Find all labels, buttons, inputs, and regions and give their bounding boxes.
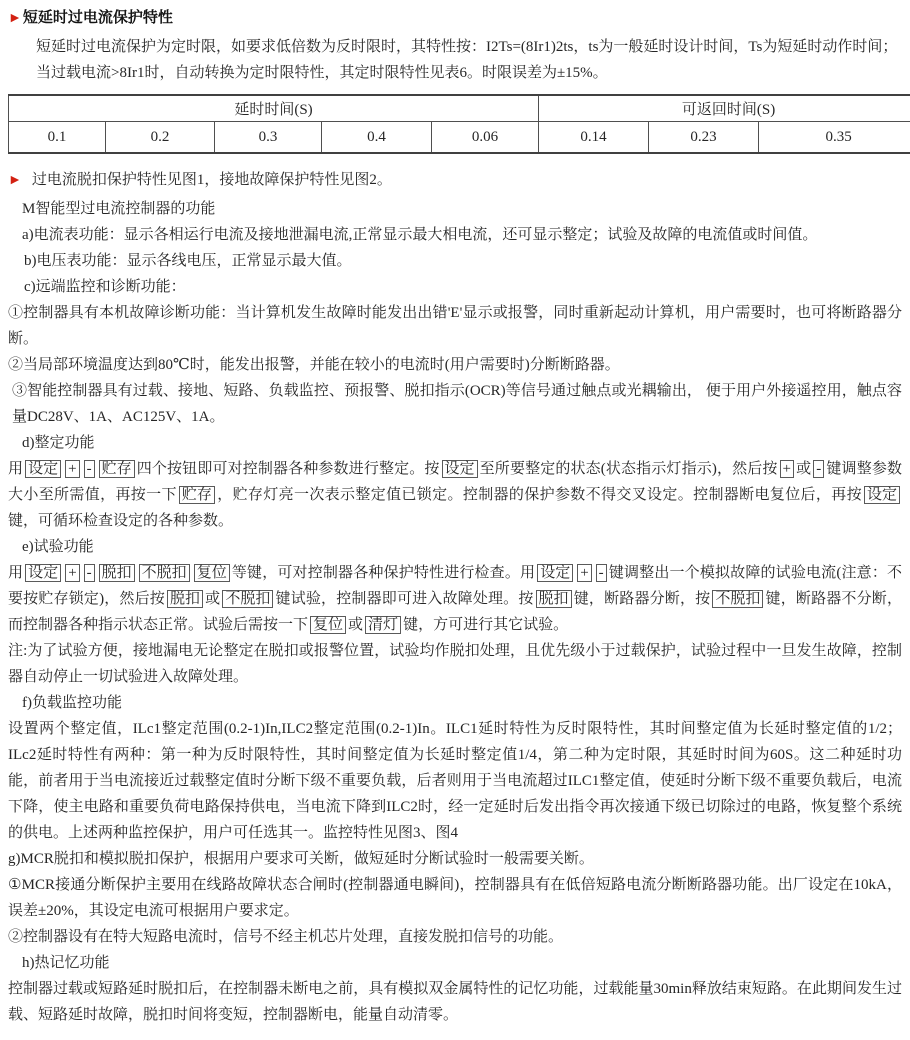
red-arrow-icon: ► <box>8 173 22 188</box>
text-run: 四个按钮即可对控制器各种参数进行整定。按 <box>137 461 440 477</box>
text-run: c)远端监控和诊断功能： <box>24 279 186 295</box>
section1-title: 短延时过电流保护特性 <box>23 10 173 26</box>
text-run: 注:为了试验方便，接地漏电无论整定在脱扣或报警位置，试验均作脱扣处理，且优先级小于过载保护，试验过程中一旦发生故障，控制器自动停止一切试验进入故障处理。 <box>8 643 902 685</box>
text-run: ③智能控制器具有过载、接地、短路、负载监控、预报警、脱扣指示(OCR)等信号通过触点或光耦输出， 便于用户外接遥控用，触点容量DC28V、1A、AC125V、1A。 <box>12 383 902 425</box>
timing-table <box>8 94 910 154</box>
key-cap-label: 设定 <box>25 460 61 478</box>
text-run: 或 <box>348 617 363 633</box>
func-b-voltmeter <box>8 248 902 274</box>
table-value-cell: 0.06 <box>432 122 539 154</box>
key-cap-label: 设定 <box>25 564 61 582</box>
func-h-thermal-memory-title <box>8 950 902 976</box>
text-run: ②控制器设有在特大短路电流时，信号不经主机芯片处理，直接发脱扣信号的功能。 <box>8 929 563 945</box>
text-run: 设置两个整定值，ILc1整定范围(0.2-1)In,ILC2整定范围(0.2-1)In。ILC1延时特性为反时限特性，其时间整定值为长延时整定值的1/2；ILc2延时特性有两种：第一种为反时限特性，其时间整定值为长延时整定值1/4，第二种为定时限，其延时时间为60S。这二种延时功能，前者用于当电流接近过载整定值时分断下级不重要负载，后者则用于当电流超过ILC1整定值，使延时分断下级不重要负载后，电流下降，使主电路和重要负荷电路保持供电，当电流下降到ILC2时，经一定延时后发出指令再次接通下级已切除过的电路，恢复整个系统的供电。上述两种监控保护，用户可任选其一。监控特性见图3、图4 <box>8 721 902 841</box>
text-run: ，贮存灯亮一次表示整定值已锁定。控制器的保护参数不得交叉设定。控制器断电复位后，再按 <box>217 487 862 503</box>
text-run: 或 <box>796 461 811 477</box>
func-e-test-body <box>8 560 902 638</box>
text-run: 至所要整定的状态(状态指示灯指示)，然后按 <box>480 461 778 477</box>
m-controller-functions-line <box>8 196 902 222</box>
key-cap-label: 复位 <box>310 616 346 634</box>
table-value-cell: 0.35 <box>759 122 910 154</box>
text-run: ①MCR接通分断保护主要用在线路故障状态合闸时(控制器通电瞬间)，控制器具有在低倍短路电流分断断路器功能。出厂设定在10kA，误差±20%，其设定电流可根据用户要求定。 <box>8 877 902 919</box>
text-run: b)电压表功能：显示各线电压，正常显示最大值。 <box>24 253 352 269</box>
text-run: h)热记忆功能 <box>22 955 110 971</box>
func-c-remote-monitor <box>8 274 902 300</box>
text-run: 键调整出一个模拟故障的试验电流(注意：不要按贮存锁定)，然后按 <box>8 565 902 607</box>
text-run: d)整定功能 <box>22 435 95 451</box>
red-arrow-icon: ► <box>8 11 22 26</box>
key-cap-label: 脱扣 <box>99 564 135 582</box>
key-cap-label: 复位 <box>194 564 230 582</box>
text-run: ②当局部环境温度达到80℃时，能发出报警，并能在较小的电流时(用户需要时)分断断路器。 <box>8 357 620 373</box>
intro-line: 短延时过电流保护为定时限，如要求低倍数为反时限时，其特性按：I2Ts=(8Ir1)2ts，ts为一般延时设计时间，Ts为短延时动作时间； <box>36 34 902 60</box>
key-cap-label: 设定 <box>442 460 478 478</box>
text-run: f)负载监控功能 <box>22 695 122 711</box>
text-run: e)试验功能 <box>22 539 94 555</box>
section1-heading <box>8 7 902 30</box>
table-header-row <box>9 95 910 122</box>
text-run: a)电流表功能：显示各相运行电流及接地泄漏电流,正常显示最大相电流，还可显示整定；试验及故障的电流值或时间值。 <box>22 227 817 243</box>
text-run: M智能型过电流控制器的功能 <box>22 201 215 217</box>
section1-intro <box>36 34 902 86</box>
content-blocks <box>8 196 902 1028</box>
text-run: 键，可循环检查设定的各种参数。 <box>8 513 233 529</box>
mcr-item-1 <box>8 872 902 924</box>
text-run: 控制器过载或短路延时脱扣后，在控制器未断电之前，具有模拟双金属特性的记忆功能，过载能量30min释放结束短路。在此期间发生过载、短路延时故障，脱扣时间将变短，控制器断电，能量自动清零。 <box>8 981 902 1023</box>
text-run: 键试验，控制器即可进入故障处理。按 <box>275 591 533 607</box>
text-run: 键，断路器不分断，而控制器各种指示状态正常。试验后需按一下 <box>8 591 902 633</box>
key-cap-label: - <box>84 564 95 582</box>
key-cap-label: 贮存 <box>179 486 215 504</box>
table-value-cell: 0.2 <box>106 122 215 154</box>
table-value-row <box>9 122 910 154</box>
text-run: 或 <box>205 591 220 607</box>
key-cap-label: - <box>813 460 824 478</box>
key-cap-label: 不脱扣 <box>139 564 190 582</box>
key-cap-label: 贮存 <box>99 460 135 478</box>
func-e-test-title <box>8 534 902 560</box>
remote-item-1 <box>8 300 902 352</box>
key-cap-label: - <box>596 564 607 582</box>
text-run: g)MCR脱扣和模拟脱扣保护，根据用户要求可关断，做短延时分断试验时一般需要关断。 <box>8 851 594 867</box>
text-run: 用 <box>8 565 23 581</box>
key-cap-label: 脱扣 <box>167 590 203 608</box>
key-cap-label: + <box>65 460 79 478</box>
section2-heading <box>8 169 902 192</box>
delay-time-group-header: 延时时间(S) <box>9 95 539 122</box>
func-d-setting-title <box>8 430 902 456</box>
table-value-cell: 0.23 <box>649 122 759 154</box>
text-run: 用 <box>8 461 23 477</box>
key-cap-label: 清灯 <box>365 616 401 634</box>
table-value-cell: 0.4 <box>322 122 432 154</box>
text-run: 键调整参数大小至所需值，再按一下 <box>8 461 902 503</box>
text-run: 键，断路器分断，按 <box>574 591 711 607</box>
text-run: 等键，可对控制器各种保护特性进行检查。用 <box>232 565 535 581</box>
text-run: ①控制器具有本机故障诊断功能：当计算机发生故障时能发出出错'E'显示或报警，同时重新起动计算机，用户需要时，也可将断路器分断。 <box>8 305 902 347</box>
func-a-ammeter <box>8 222 902 248</box>
key-cap-label: + <box>65 564 79 582</box>
func-g-mcr <box>8 846 902 872</box>
func-d-setting-body <box>8 456 902 534</box>
key-cap-label: + <box>577 564 591 582</box>
test-note <box>8 638 902 690</box>
intro-line: 当过载电流>8Ir1时，自动转换为定时限特性，其定时限特性见表6。时限误差为±15%。 <box>36 60 902 86</box>
mcr-item-2 <box>8 924 902 950</box>
func-f-load-monitor-title <box>8 690 902 716</box>
return-time-group-header: 可返回时间(S) <box>539 95 910 122</box>
table-value-cell: 0.1 <box>9 122 106 154</box>
func-f-load-monitor-body <box>8 716 902 846</box>
key-cap-label: 设定 <box>864 486 900 504</box>
section2-title: 过电流脱扣保护特性见图1，接地故障保护特性见图2。 <box>32 172 392 188</box>
key-cap-label: + <box>780 460 794 478</box>
key-cap-label: - <box>84 460 95 478</box>
remote-item-2 <box>8 352 902 378</box>
key-cap-label: 不脱扣 <box>222 590 273 608</box>
remote-item-3 <box>8 378 902 430</box>
table-value-cell: 0.3 <box>215 122 322 154</box>
func-h-thermal-memory-body <box>8 976 902 1028</box>
key-cap-label: 设定 <box>537 564 573 582</box>
table-value-cell: 0.14 <box>539 122 649 154</box>
key-cap-label: 不脱扣 <box>712 590 763 608</box>
key-cap-label: 脱扣 <box>536 590 572 608</box>
text-run: 键，方可进行其它试验。 <box>403 617 568 633</box>
